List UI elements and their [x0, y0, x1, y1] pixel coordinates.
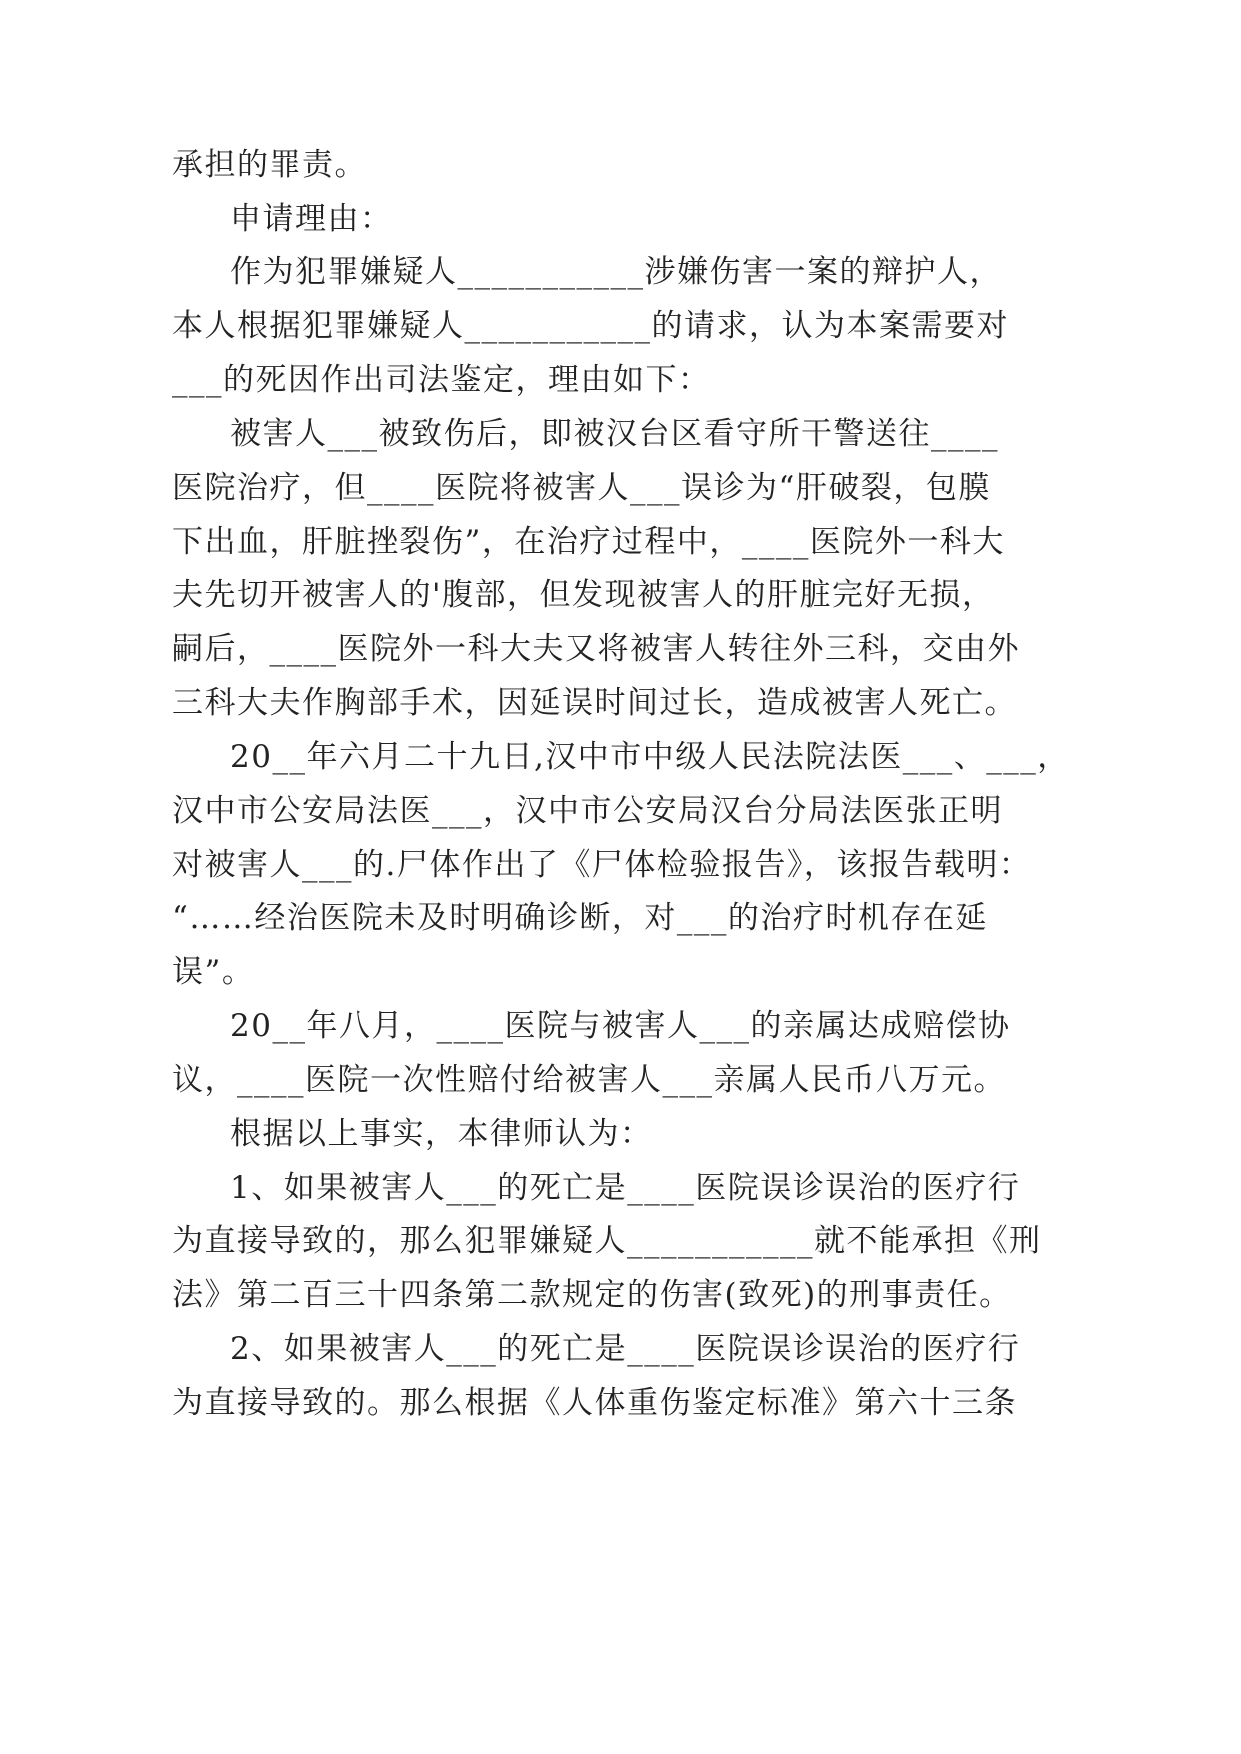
- text-line-13: 汉中市公安局法医___，汉中市公安局汉台分局法医张正明: [172, 793, 1003, 829]
- text-line-17: 20__年八月，____医院与被害人___的亲属达成赔偿协: [230, 1008, 1011, 1044]
- text-line-2: 申请理由：: [230, 201, 393, 237]
- text-line-21: 为直接导致的，那么犯罪嫌疑人___________就不能承担《刑: [172, 1223, 1042, 1259]
- text-line-4: 本人根据犯罪嫌疑人___________的请求，认为本案需要对: [172, 308, 1009, 344]
- text-line-12: 20__年六月二十九日,汉中市中级人民法院法医___、___，: [230, 739, 1070, 775]
- text-line-9: 夫先切开被害人的'腹部，但发现被害人的肝脏完好无损，: [172, 577, 995, 613]
- text-line-18: 议，____医院一次性赔付给被害人___亲属人民币八万元。: [172, 1062, 1006, 1098]
- text-line-7: 医院治疗，但____医院将被害人___误诊为“肝破裂，包膜: [172, 470, 991, 506]
- text-line-15: “……经治医院未及时明确诊断，对___的治疗时机存在延: [172, 900, 988, 936]
- text-line-20: 1、如果被害人___的死亡是____医院误诊误治的医疗行: [230, 1170, 1021, 1206]
- text-line-11: 三科大夫作胸部手术，因延误时间过长，造成被害人死亡。: [172, 685, 1017, 721]
- text-line-22: 法》第二百三十四条第二款规定的伤害(致死)的刑事责任。: [172, 1277, 1012, 1313]
- text-line-19: 根据以上事实，本律师认为：: [230, 1116, 653, 1152]
- text-line-14: 对被害人___的.尸体作出了《尸体检验报告》，该报告载明：: [172, 847, 1032, 883]
- text-line-16: 误”。: [172, 954, 255, 990]
- text-line-5: ___的死因作出司法鉴定，理由如下：: [172, 362, 711, 398]
- text-line-10: 嗣后，____医院外一科大夫又将被害人转往外三科，交由外: [172, 631, 1020, 667]
- text-line-1: 承担的罪责。: [172, 147, 367, 183]
- text-line-6: 被害人___被致伤后，即被汉台区看守所干警送往____: [230, 416, 999, 452]
- text-line-23: 2、如果被害人___的死亡是____医院误诊误治的医疗行: [230, 1331, 1021, 1367]
- text-line-3: 作为犯罪嫌疑人___________涉嫌伤害一案的辩护人，: [230, 254, 1002, 290]
- text-line-24: 为直接导致的。那么根据《人体重伤鉴定标准》第六十三条: [172, 1385, 1017, 1421]
- text-line-8: 下出血，肝脏挫裂伤”，在治疗过程中，____医院外一科大: [172, 524, 1005, 560]
